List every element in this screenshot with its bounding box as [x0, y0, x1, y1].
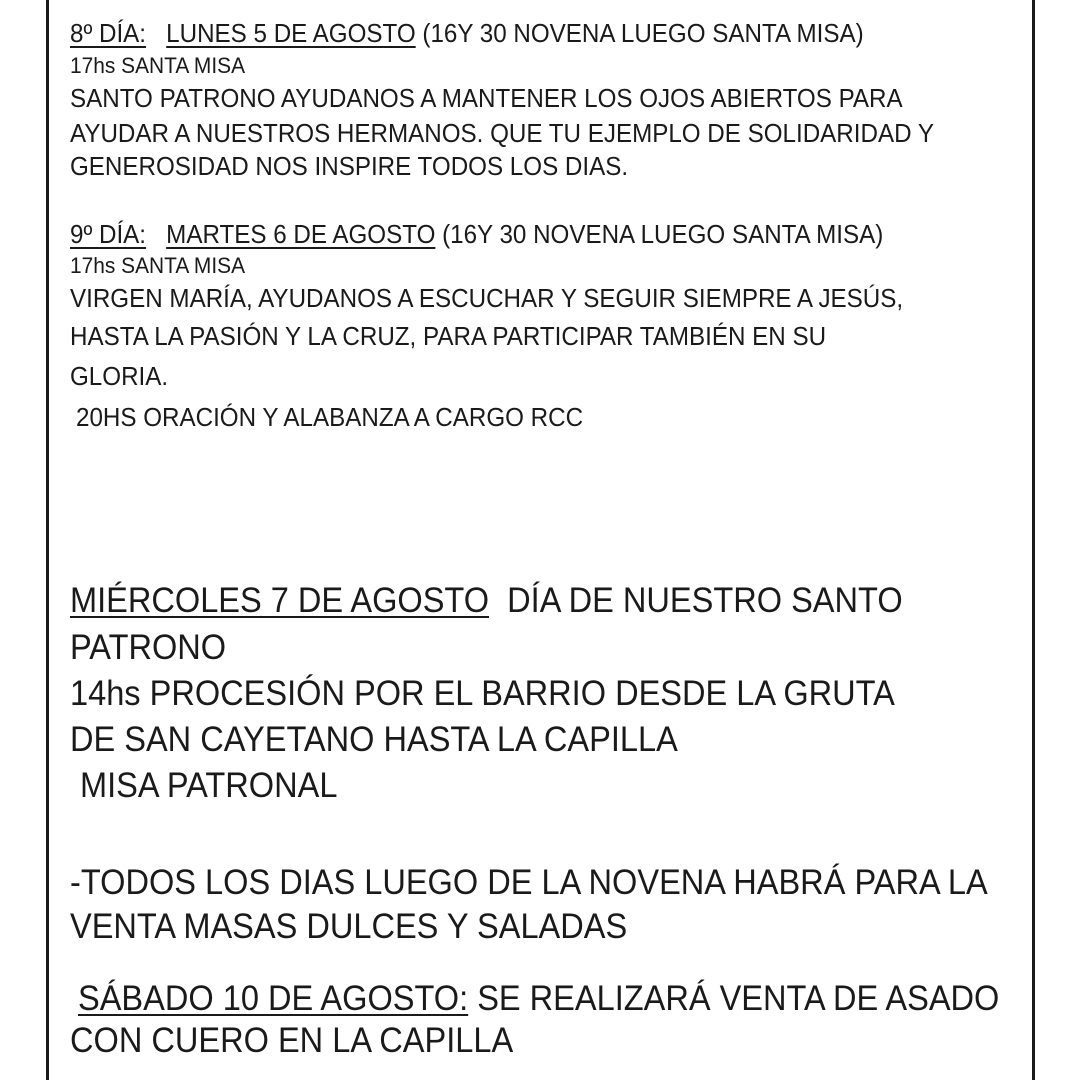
feast-procession-line-2: DE SAN CAYETANO HASTA LA CAPILLA — [70, 720, 678, 759]
day9-label: 9º DÍA: — [70, 219, 147, 249]
feast-title-line-2: PATRONO — [70, 628, 227, 667]
saturday-line-2: CON CUERO EN LA CAPILLA — [70, 1021, 514, 1060]
notice-line-1: -TODOS LOS DIAS LUEGO DE LA NOVENA HABRÁ PARA LA — [70, 863, 988, 902]
day8-time: 17hs SANTA MISA — [70, 53, 246, 78]
day9-time: 17hs SANTA MISA — [70, 253, 246, 278]
right-border-line — [1032, 0, 1035, 1080]
day9-heading — [70, 218, 883, 250]
saturday-heading — [78, 978, 999, 1020]
feast-title: DÍA DE NUESTRO SANTO — [507, 581, 903, 620]
day8-date: LUNES 5 DE AGOSTO — [166, 18, 416, 48]
day8-prayer-line-3: GENEROSIDAD NOS INSPIRE TODOS LOS DIAS. — [70, 151, 629, 181]
feast-procession-line-1: 14hs PROCESIÓN POR EL BARRIO DESDE LA GRUTA — [70, 674, 895, 713]
day9-schedule: (16Y 30 NOVENA LUEGO SANTA MISA) — [442, 219, 884, 249]
feast-heading — [70, 580, 903, 622]
saturday-date: SÁBADO 10 DE AGOSTO: — [78, 979, 469, 1018]
saturday-line-1: SE REALIZARÁ VENTA DE ASADO — [477, 979, 1000, 1018]
day8-heading — [70, 17, 864, 49]
day8-label: 8º DÍA: — [70, 18, 147, 48]
day8-prayer-line-1: SANTO PATRONO AYUDANOS A MANTENER LOS OJOS ABIERTOS PARA — [70, 83, 903, 113]
day8-schedule: (16Y 30 NOVENA LUEGO SANTA MISA) — [422, 18, 864, 48]
feast-date: MIÉRCOLES 7 DE AGOSTO — [70, 581, 490, 620]
notice-line-2: VENTA MASAS DULCES Y SALADAS — [70, 907, 628, 946]
day9-date: MARTES 6 DE AGOSTO — [166, 219, 436, 249]
day8-prayer-line-2: AYUDAR A NUESTROS HERMANOS. QUE TU EJEMPLO DE SOLIDARIDAD Y — [70, 118, 934, 148]
feast-mass: MISA PATRONAL — [80, 766, 338, 805]
day9-prayer-line-2: HASTA LA PASIÓN Y LA CRUZ, PARA PARTICIPAR TAMBIÉN EN SU — [70, 321, 827, 351]
left-border-line — [46, 0, 49, 1080]
day9-extra: 20HS ORACIÓN Y ALABANZA A CARGO RCC — [76, 402, 584, 432]
day9-prayer-line-1: VIRGEN MARÍA, AYUDANOS A ESCUCHAR Y SEGUIR SIEMPRE A JESÚS, — [70, 283, 904, 313]
day9-prayer-line-3: GLORIA. — [70, 361, 169, 391]
